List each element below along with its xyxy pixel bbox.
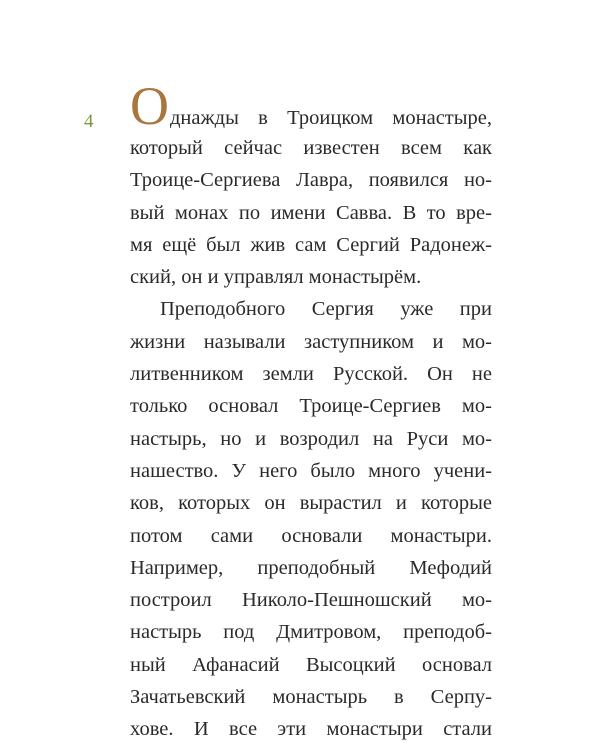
text-line: потом сами основали монастыри.: [130, 524, 492, 547]
text-line: нашество. У него было много учени-: [130, 459, 492, 482]
text-line: который сейчас известен всем как: [130, 137, 492, 159]
first-line: [130, 76, 492, 136]
text-line: построил Николо-Пешношский мо-: [130, 589, 492, 612]
text-line: хове. И все эти монастыри стали: [130, 718, 492, 741]
text-line: ский, он и управлял монастырём.: [130, 266, 422, 289]
text-line: настырь под Дмитровом, преподоб-: [130, 621, 492, 644]
text-line: Троице-Сергиева Лавра, появился но-: [130, 169, 492, 192]
text-line: Преподобного Сергия уже при: [160, 298, 492, 321]
text-line: мя ещё был жив сам Сергий Радонеж-: [130, 233, 492, 256]
text-line: Зачатьевский монастырь в Серпу-: [130, 686, 492, 709]
text-line: ков, которых он вырастил и которые: [130, 492, 492, 515]
drop-cap: О: [130, 76, 169, 136]
text-line: Например, преподобный Мефодий: [130, 556, 492, 579]
first-line-text: днажды в Троицком монастыре,: [170, 107, 492, 129]
text-line: настырь, но и возродил на Руси мо-: [130, 427, 492, 450]
page-number: 4: [84, 111, 94, 132]
text-line: литвенником земли Русской. Он не: [130, 363, 492, 386]
paragraph-1: [130, 132, 492, 293]
text-line: только основал Троице-Сергиев мо-: [130, 395, 492, 418]
text-line: вый монах по имени Савва. В то вре-: [130, 201, 492, 224]
body-text: [130, 76, 492, 746]
text-line: жизни называли заступником и мо-: [130, 330, 492, 353]
paragraph-2: [130, 293, 492, 745]
text-line: ный Афанасий Высоцкий основал: [130, 653, 492, 676]
